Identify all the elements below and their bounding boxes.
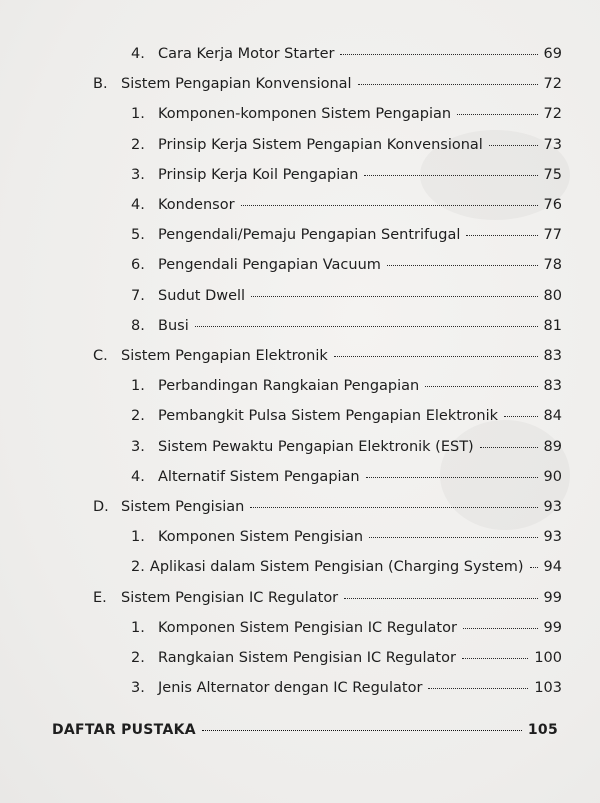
leader-dots <box>425 386 537 387</box>
toc-entry-number: 6. <box>131 257 145 274</box>
toc-entry-page: 78 <box>543 257 562 274</box>
toc-entry[interactable] <box>131 104 562 124</box>
toc-entry-page: 93 <box>543 499 562 515</box>
toc-entry-title: Sistem Pengisian <box>121 499 245 515</box>
leader-dots <box>530 567 538 568</box>
toc-entry[interactable] <box>131 255 562 275</box>
toc-entry-title: Sistem Pewaktu Pengapian Elektronik (EST) <box>158 438 474 455</box>
toc-entry[interactable] <box>131 437 562 457</box>
leader-dots <box>369 537 537 538</box>
toc-entry-title: Jenis Alternator dengan IC Regulator <box>158 680 423 697</box>
leader-dots <box>480 447 538 448</box>
toc-entry-page: 83 <box>543 348 562 364</box>
leader-dots <box>387 265 538 266</box>
toc-entry-number: 8. <box>131 317 145 334</box>
toc-entry-page: 80 <box>543 287 562 304</box>
toc-entry-page: 75 <box>543 166 562 183</box>
toc-entry-page: 76 <box>543 197 562 213</box>
toc-entry[interactable] <box>131 316 562 336</box>
toc-entry-number: 4. <box>131 46 145 62</box>
toc-entry-number: B. <box>93 76 108 93</box>
toc-entry-page: 99 <box>543 589 562 606</box>
toc-entry-number: 7. <box>131 287 145 304</box>
leader-dots <box>489 145 538 146</box>
leader-dots <box>334 356 538 357</box>
toc-entry[interactable] <box>93 588 562 608</box>
toc-entry-page: 72 <box>543 106 562 123</box>
toc-entry-number: 3. <box>131 438 145 455</box>
toc-entry-page: 73 <box>543 136 562 153</box>
toc-entry-title: Sistem Pengisian IC Regulator <box>121 589 339 606</box>
toc-entry-page: 77 <box>543 227 562 244</box>
leader-dots <box>462 658 528 659</box>
leader-dots <box>202 730 522 731</box>
toc-entry[interactable] <box>131 195 562 215</box>
toc-entry-number: 2. <box>131 408 145 425</box>
toc-entry-page: 99 <box>543 619 562 636</box>
toc-entry-page: 94 <box>543 559 562 576</box>
toc-entry-title: Komponen-komponen Sistem Pengapian <box>158 106 452 123</box>
toc-entry-title: Sudut Dwell <box>158 287 246 304</box>
toc-entry-number: 2. <box>131 650 145 666</box>
leader-dots <box>195 326 538 327</box>
toc-entry[interactable] <box>131 406 562 426</box>
toc-entry[interactable] <box>131 527 562 547</box>
toc-entry-page: 89 <box>543 438 562 455</box>
toc-entry-number: 1. <box>131 378 145 395</box>
leader-dots <box>241 205 538 206</box>
toc-entry[interactable] <box>131 618 562 638</box>
toc-entry-page: 84 <box>543 408 562 425</box>
leader-dots <box>428 688 528 689</box>
toc-entry[interactable] <box>131 678 562 698</box>
leader-dots <box>250 507 537 508</box>
leader-dots <box>463 628 538 629</box>
toc-entry-title: Komponen Sistem Pengisian <box>158 529 364 546</box>
toc-entry-title: Prinsip Kerja Koil Pengapian <box>158 166 359 183</box>
toc-entry-title: Pengendali/Pemaju Pengapian Sentrifugal <box>158 227 461 244</box>
toc-entry[interactable] <box>131 135 562 155</box>
toc-entry[interactable] <box>93 74 562 94</box>
toc-entry-title: Sistem Pengapian Konvensional <box>121 76 352 93</box>
toc-entry-title: Aplikasi dalam Sistem Pengisian (Charging System) <box>149 559 524 576</box>
leader-dots <box>344 598 537 599</box>
toc-entry[interactable] <box>131 44 562 64</box>
toc-entry[interactable] <box>93 346 562 366</box>
toc-entry[interactable] <box>93 497 562 517</box>
toc-entry-page: 72 <box>543 76 562 93</box>
toc-entry-page: 100 <box>534 650 562 666</box>
toc-entry-title: Kondensor <box>158 197 235 213</box>
toc-entry-number: 2. <box>131 136 145 153</box>
toc-entry-title: Pembangkit Pulsa Sistem Pengapian Elektronik <box>158 408 499 425</box>
toc-entry-number: 3. <box>131 166 145 183</box>
toc-entry-page: 103 <box>534 680 562 697</box>
leader-dots <box>340 54 537 55</box>
toc-entry[interactable] <box>131 286 562 306</box>
toc-entry[interactable] <box>131 225 562 245</box>
toc-entry-page: 69 <box>543 46 562 62</box>
leader-dots <box>364 175 537 176</box>
toc-entry-number: 1. <box>131 106 145 123</box>
toc-entry-page: 81 <box>543 317 562 334</box>
toc-entry-number: 2. <box>131 559 145 576</box>
toc-entry-title: Busi <box>158 317 189 334</box>
toc-entry-number: 1. <box>131 529 145 546</box>
toc-entry-number: 5. <box>131 227 145 244</box>
toc-entry-number: 3. <box>131 680 145 697</box>
toc-entry-title: Cara Kerja Motor Starter <box>158 46 335 62</box>
toc-entry-number: 1. <box>131 619 145 636</box>
toc-entry-page: 83 <box>543 378 562 395</box>
toc-entry-number: E. <box>93 589 107 606</box>
leader-dots <box>457 114 537 115</box>
toc-entry-title: Pengendali Pengapian Vacuum <box>158 257 381 274</box>
toc-entry-bibliography[interactable] <box>52 720 558 740</box>
leader-dots <box>466 235 537 236</box>
leader-dots <box>358 84 538 85</box>
leader-dots <box>366 477 538 478</box>
toc-entry-title: Alternatif Sistem Pengapian <box>158 468 360 485</box>
toc-entry-number: D. <box>93 499 109 515</box>
toc-entry-title: DAFTAR PUSTAKA <box>52 722 196 738</box>
toc-entry-number: 4. <box>131 197 145 213</box>
leader-dots <box>504 416 538 417</box>
toc-entry-page: 93 <box>543 529 562 546</box>
toc-entry[interactable] <box>131 648 562 668</box>
toc-entry-page: 90 <box>543 468 562 485</box>
toc-entry-title: Rangkaian Sistem Pengisian IC Regulator <box>158 650 456 666</box>
toc-entry[interactable] <box>131 557 562 577</box>
toc-entry[interactable] <box>131 467 562 487</box>
toc-entry[interactable] <box>131 376 562 396</box>
toc-entry-number: 4. <box>131 468 145 485</box>
toc-entry-page: 105 <box>527 722 558 738</box>
toc-entry-title: Sistem Pengapian Elektronik <box>121 348 328 364</box>
toc-entry-number: C. <box>93 348 108 364</box>
toc-entry[interactable] <box>131 165 562 185</box>
toc-entry-title: Perbandingan Rangkaian Pengapian <box>158 378 420 395</box>
toc-entry-title: Prinsip Kerja Sistem Pengapian Konvensional <box>158 136 483 153</box>
toc-entry-title: Komponen Sistem Pengisian IC Regulator <box>158 619 457 636</box>
leader-dots <box>251 296 537 297</box>
